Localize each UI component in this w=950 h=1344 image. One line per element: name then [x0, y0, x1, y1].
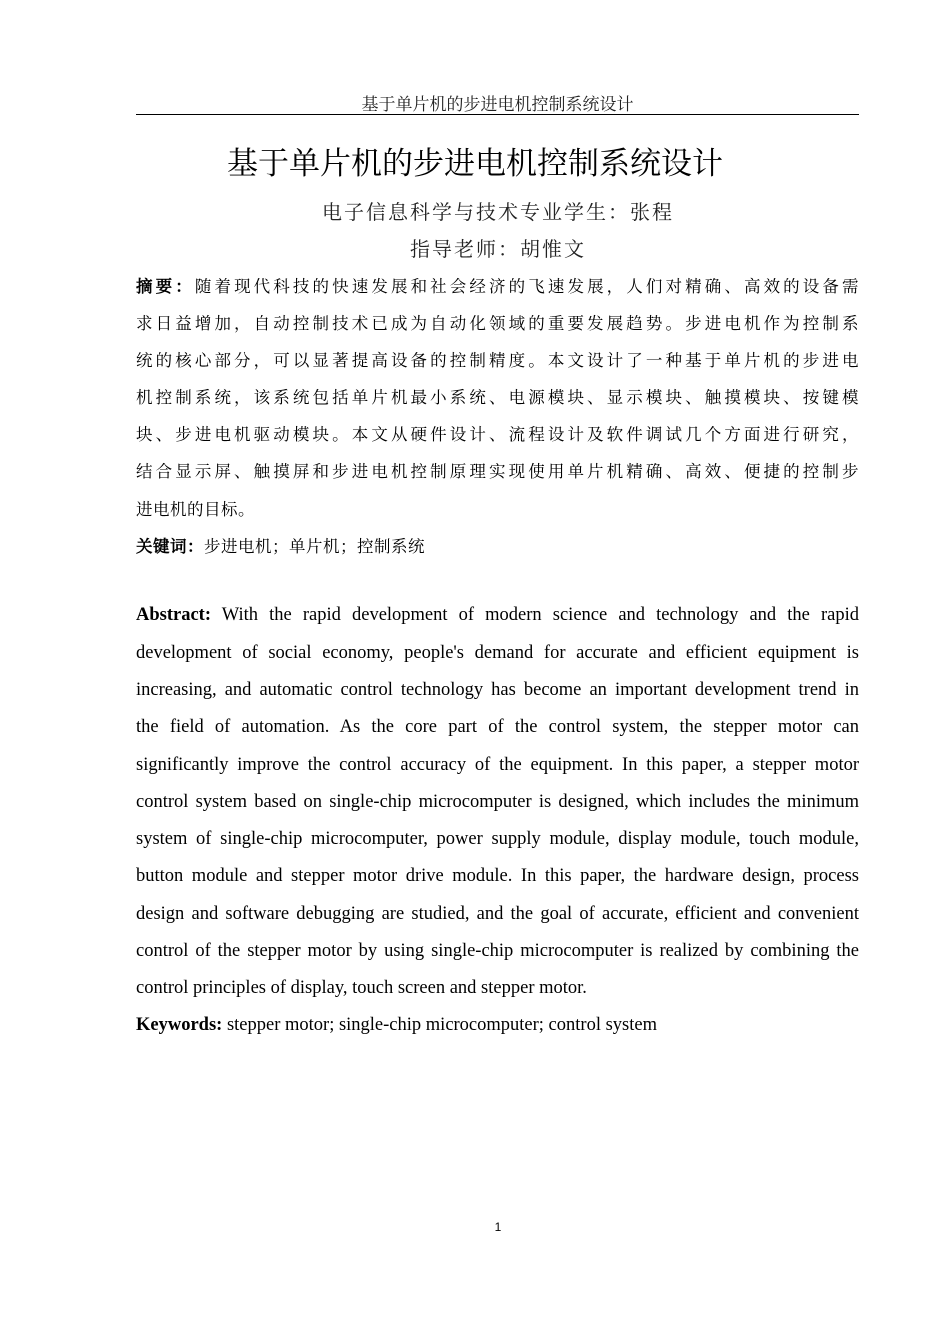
abstract-cn-line: 摘要：随着现代科技的快速发展和社会经济的飞速发展，人们对精确、高效的设备需: [136, 277, 860, 296]
abstract-cn-line: 结合显示屏、触摸屏和步进电机控制原理实现使用单片机精确、高效、便捷的控制步: [136, 462, 859, 481]
abstract-cn-label: 摘要：: [136, 277, 195, 296]
abstract-cn-line: 求日益增加，自动控制技术已成为自动化领域的重要发展趋势。步进电机作为控制系: [136, 314, 859, 333]
abstract-en-line: significantly improve the control accuracy of the equipment. In this paper, a stepper motor: [136, 755, 859, 775]
keywords-en-label: Keywords:: [136, 1015, 223, 1035]
abstract-cn-line: 机控制系统，该系统包括单片机最小系统、电源模块、显示模块、触摸模块、按键模: [136, 388, 859, 407]
abstract-en-line: Abstract: With the rapid development of modern science and technology and the rapid: [136, 605, 859, 625]
keywords-en: Keywords: stepper motor; single-chip microcomputer; control system: [136, 1015, 657, 1035]
header-divider: [136, 114, 859, 115]
abstract-en-line: the field of automation. As the core part of the control system, the stepper motor can: [136, 717, 859, 737]
running-header: 基于单片机的步进电机控制系统设计: [361, 95, 634, 115]
advisor-line: 指导老师：胡惟文: [410, 237, 586, 261]
abstract-en-line: increasing, and automatic control technology has become an important development trend in: [136, 680, 859, 700]
abstract-cn-line: 统的核心部分，可以显著提高设备的控制精度。本文设计了一种基于单片机的步进电: [136, 351, 859, 370]
abstract-en-label: Abstract:: [136, 605, 212, 625]
abstract-cn-line: 块、步进电机驱动模块。本文从硬件设计、流程设计及软件调试几个方面进行研究，: [136, 425, 859, 444]
author-line: 电子信息科学与技术专业学生：张程: [322, 200, 674, 224]
abstract-en-line: control system based on single-chip microcomputer is designed, which includes the minimum: [136, 792, 859, 812]
abstract-cn-line: 进电机的目标。: [136, 500, 255, 519]
abstract-en-line: button module and stepper motor drive module. In this paper, the hardware design, process: [136, 866, 859, 886]
paper-title: 基于单片机的步进电机控制系统设计: [227, 146, 723, 182]
page-number: 1: [494, 1220, 502, 1234]
keywords-cn-label: 关键词：: [136, 537, 204, 556]
abstract-en-line: design and software debugging are studied, and the goal of accurate, efficient and convenient: [136, 904, 859, 924]
abstract-en-line: development of social economy, people's demand for accurate and efficient equipment is: [136, 643, 859, 663]
abstract-en-line: control principles of display, touch screen and stepper motor.: [136, 978, 587, 998]
abstract-en-line: control of the stepper motor by using single-chip microcomputer is realized by combining the: [136, 941, 859, 961]
keywords-cn: 关键词：步进电机；单片机；控制系统: [136, 537, 425, 556]
abstract-en-line: system of single-chip microcomputer, power supply module, display module, touch module,: [136, 829, 859, 849]
